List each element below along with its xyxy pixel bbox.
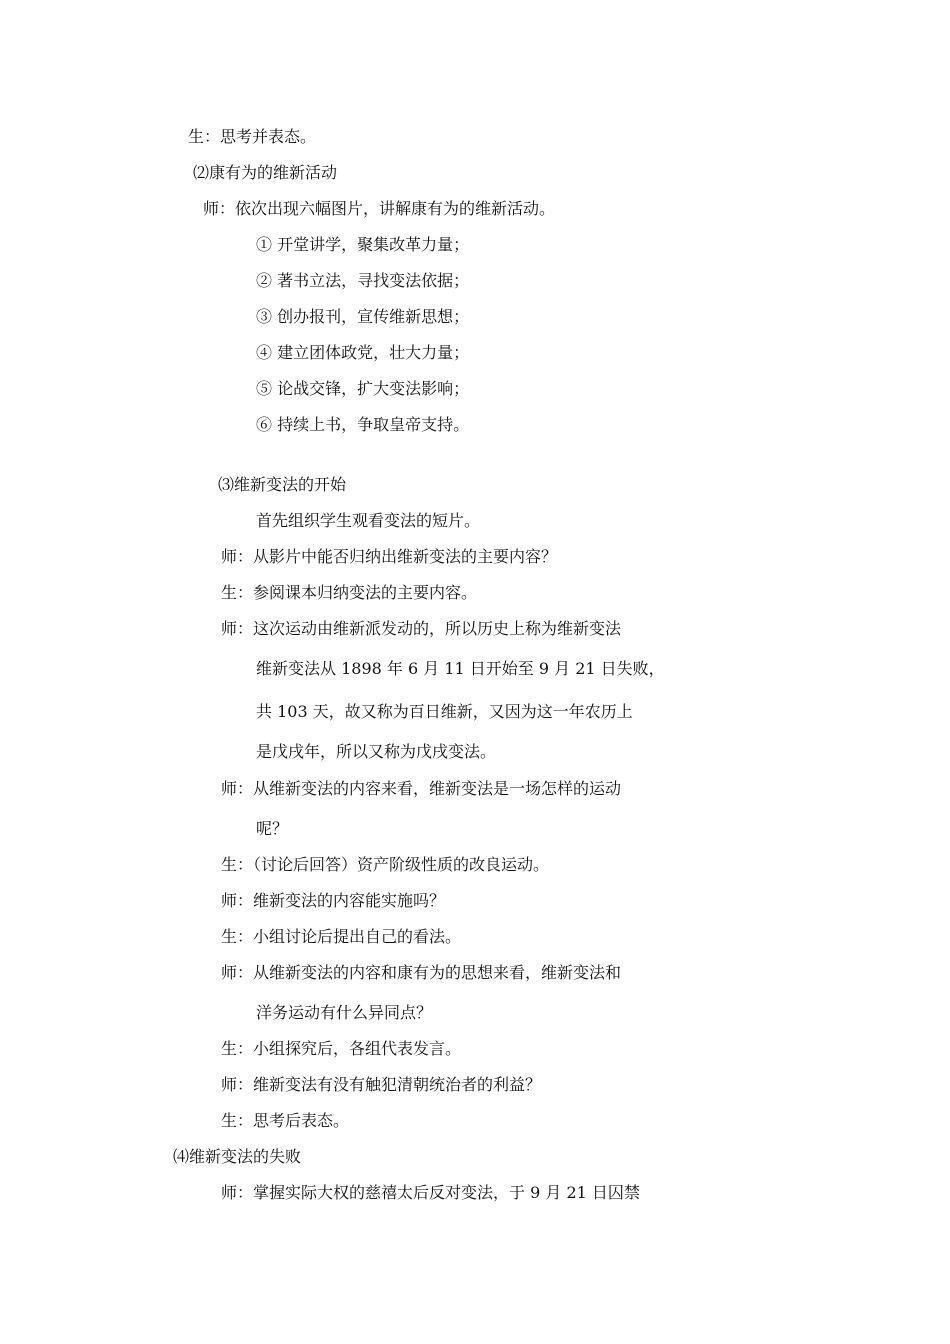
text-line-teacher-explain-3: 共 103 天，故又称为百日维新，又因为这一年农历上	[256, 702, 633, 721]
list-item-4: ④ 建立团体政党，壮大力量；	[256, 343, 470, 362]
text-line-student-answer-1: 生：参阅课本归纳变法的主要内容。	[221, 583, 478, 602]
text-line-teacher-question-4-cont: 洋务运动有什么异同点？	[256, 1003, 433, 1022]
list-item-6: ⑥ 持续上书，争取皇帝支持。	[256, 415, 470, 434]
list-item-1: ① 开堂讲学，聚集改革力量；	[256, 235, 470, 254]
heading-reform-start: ⑶维新变法的开始	[218, 475, 347, 494]
text-line-teacher-explain-4: 是戊戌年，所以又称为戊戌变法。	[256, 742, 497, 761]
text-line-student-think: 生：思考并表态。	[188, 127, 317, 146]
list-item-5: ⑤ 论战交锋，扩大变法影响；	[256, 379, 470, 398]
text-line-teacher-question-1: 师：从影片中能否归纳出维新变法的主要内容？	[221, 547, 558, 566]
text-line-student-answer-2: 生：（讨论后回答）资产阶级性质的改良运动。	[221, 855, 550, 874]
text-line-watch-film: 首先组织学生观看变法的短片。	[256, 511, 481, 530]
heading-kang-activities: ⑵康有为的维新活动	[193, 163, 338, 182]
text-line-teacher-question-2-cont: 呢？	[256, 819, 289, 838]
text-line-teacher-question-2: 师：从维新变法的内容来看，维新变法是一场怎样的运动	[221, 779, 622, 798]
text-line-teacher-explain-1: 师：这次运动由维新派发动的，所以历史上称为维新变法	[221, 619, 622, 638]
heading-reform-failure: ⑷维新变法的失败	[173, 1147, 302, 1166]
text-line-student-answer-4: 生：小组探究后，各组代表发言。	[221, 1039, 462, 1058]
list-item-2: ② 著书立法，寻找变法依据；	[256, 271, 470, 290]
text-line-teacher-question-4: 师：从维新变法的内容和康有为的思想来看，维新变法和	[221, 963, 622, 982]
text-line-teacher-pictures: 师：依次出现六幅图片，讲解康有为的维新活动。	[203, 199, 556, 218]
text-line-teacher-question-5: 师：维新变法有没有触犯清朝统治者的利益？	[221, 1075, 542, 1094]
list-item-3: ③ 创办报刊，宣传维新思想；	[256, 307, 470, 326]
text-line-teacher-question-3: 师：维新变法的内容能实施吗？	[221, 891, 446, 910]
text-line-teacher-explain-5: 师：掌握实际大权的慈禧太后反对变法，于 9 月 21 日囚禁	[221, 1183, 640, 1202]
text-line-teacher-explain-2: 维新变法从 1898 年 6 月 11 日开始至 9 月 21 日失败，	[256, 659, 665, 678]
text-line-student-answer-5: 生：思考后表态。	[221, 1111, 350, 1130]
text-line-student-answer-3: 生：小组讨论后提出自己的看法。	[221, 927, 462, 946]
